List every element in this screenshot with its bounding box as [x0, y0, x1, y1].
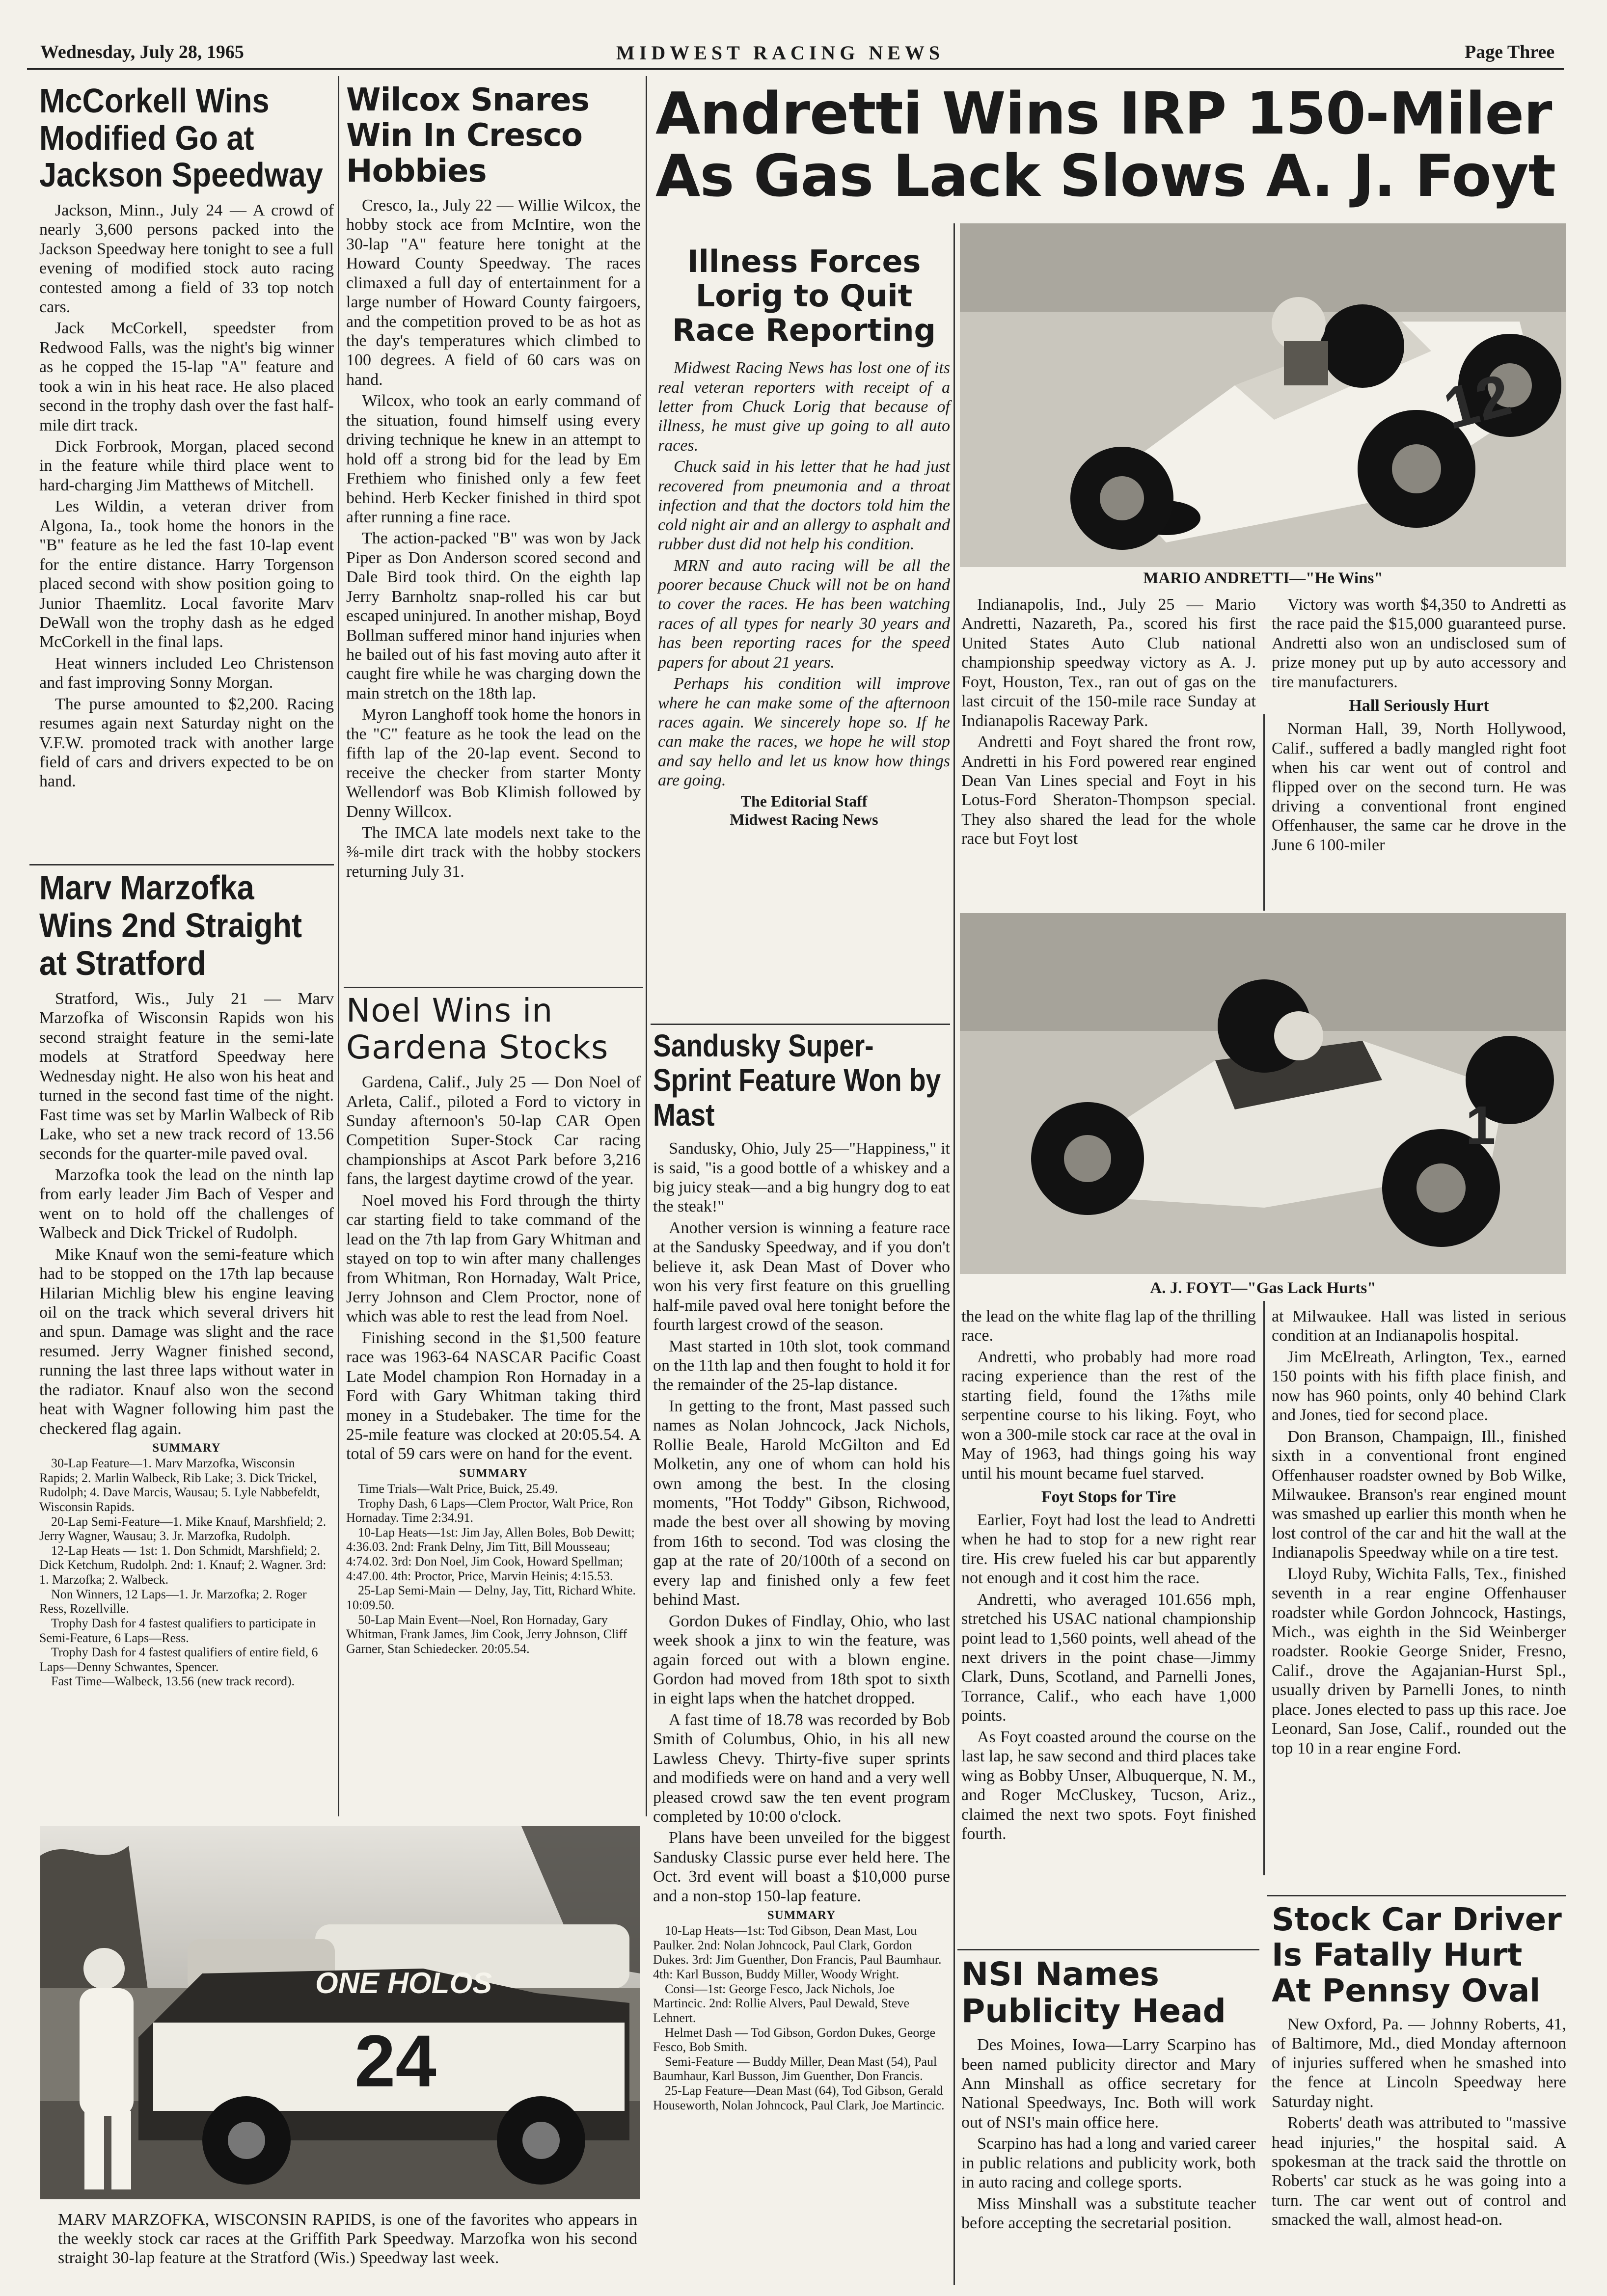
article-body: [658, 358, 950, 790]
summary-title: SUMMARY: [459, 1466, 528, 1480]
subhead-tire: Foyt Stops for Tire: [1041, 1487, 1176, 1506]
summary-item: 20-Lap Semi-Feature—1. Mike Knauf, Marshfield; 2. Jerry Wagner, Wausau; 3. Jr. Marzofka, Rudolph.: [39, 1514, 327, 1543]
car-number: 1: [1466, 1095, 1496, 1156]
paragraph: MRN and auto racing will be all the poorer because Chuck will not be on hand to cover the races. He has been watching races of all types for nearly 30 years and has been reporting races for the speed papers for about 21 years.: [658, 556, 950, 672]
photo-foyt-image: [960, 913, 1566, 1274]
section-rule: [957, 1949, 1259, 1950]
paragraph: Don Branson, Champaign, Ill., finished sixth in a conventional front engined Offenhauser roadster owned by Bob Wilke, Milwaukee. Branson's rear engined mount was smashed up earlier this month when he lost control of the car and hit the wall at the Indianapolis Speedway while on a tire test.: [1272, 1427, 1566, 1562]
column-rule: [646, 76, 647, 1816]
article-noel: [346, 993, 641, 1656]
car-number: 12: [1437, 361, 1518, 442]
car-lettering: ONE HOLOS: [315, 1967, 492, 1999]
paragraph: Myron Langhoff took home the honors in the "C" feature as he took the lead on the fifth lap of the 20-lap event. Second to receive the checker from starter Monty Wellendorf was Bob Klimish followed by Denny Willcox.: [346, 705, 641, 821]
paragraph: Noel moved his Ford through the thirty car starting field to take command of the lead on the 7th lap from Gary Whitman and stayed on top to win after many challenges from Whitman, Ron Hornaday, Walt Price, Jerry Johnson and Clem Proctor, none of which was able to rest the lead from Noel.: [346, 1191, 641, 1326]
summary-item: Helmet Dash — Tod Gibson, Gordon Dukes, George Fesco, Bob Smith.: [653, 2025, 936, 2054]
car-number: 24: [354, 2020, 436, 2102]
paragraph: Mast started in 10th slot, took command on the 11th lap and then fought to hold it for the remainder of the 25-lap distance.: [653, 1337, 950, 1394]
paragraph: Victory was worth $4,350 to Andretti as the race paid the $15,000 guaranteed purse. Andretti also won an undisclosed sum of prize money put up by auto accessory and tire manufacturers.: [1272, 595, 1566, 691]
article-body: [961, 1511, 1256, 1843]
column-rule: [1263, 1301, 1265, 1875]
headline-mccorkell: McCorkell Wins Modified Go at Jackson Speedway: [39, 81, 323, 194]
article-andretti-col2-cont: [1272, 1307, 1566, 1760]
page-header: [0, 0, 1607, 74]
paragraph: Miss Minshall was a substitute teacher before accepting the secretarial position.: [961, 2194, 1256, 2233]
article-body: [653, 1139, 950, 1906]
article-body: [1272, 719, 1566, 855]
article-sandusky: [653, 1028, 950, 2112]
summary-list: [653, 1923, 950, 2112]
article-body: [346, 1073, 641, 1464]
article-andretti-col1: [961, 595, 1256, 851]
paragraph: Earlier, Foyt had lost the lead to Andretti when he had to stop for a new right rear tire. His crew fueled his car but apparently not enough and it cost him the race.: [961, 1511, 1256, 1588]
headline-lorig: Illness Forces Lorig to Quit Race Reporting: [672, 243, 936, 349]
paragraph: As Foyt coasted around the course on the last lap, he saw second and third places take wing as Bobby Unser, Albuquerque, N. M., and Roger McCluskey, Tucson, Ariz., claimed the next two spots. Foyt finished fourth.: [961, 1728, 1256, 1843]
article-andretti-col2: [1272, 595, 1566, 857]
paragraph: The action-packed "B" was won by Jack Piper as Don Anderson scored second and Dale Bird took third. On the eighth lap Jerry Barnholtz snap-rolled his car but escaped uninjured. In another mishap, Boyd Bollman suffered minor hand injuries when he bailed out of his fast moving auto after it caught fire while he was charging down the main stretch on the 18th lap.: [346, 529, 641, 702]
paragraph: Sandusky, Ohio, July 25—"Happiness," it is said, "is a good bottle of a whiskey and a big juicy steak—and a big hungry dog to eat the steak!": [653, 1139, 950, 1216]
headline-marzofka: Marv Marzofka Wins 2nd Straight at Stratford: [39, 868, 302, 982]
paragraph: Indianapolis, Ind., July 25 — Mario Andretti, Nazareth, Pa., scored his first United States Auto Club national championship speedway victory as A. J. Foyt, Houston, Tex., ran out of gas on the last circuit of the 150-mile race Sunday at Indianapolis Raceway Park.: [961, 595, 1256, 730]
paragraph: Stratford, Wis., July 21 — Marv Marzofka of Wisconsin Rapids won his second straight feature in the semi-late models at Stratford Speedway here Wednesday night. He also won his heat and turned in the second fast time of the night. Fast time was set by Marlin Walbeck of Rib Lake, who set a new track record of 13.56 seconds for the quarter-mile paved oval.: [39, 990, 334, 1163]
paragraph: Heat winners included Leo Christenson and fast improving Sonny Morgan.: [39, 654, 334, 692]
headline-andretti: Andretti Wins IRP 150-Miler As Gas Lack Slows A. J. Foyt: [655, 80, 1556, 210]
paragraph: Midwest Racing News has lost one of its real veteran reporters with receipt of a letter from Chuck Lorig that because of illness, he must give up going to all auto races.: [658, 359, 950, 455]
paragraph: Mike Knauf won the semi-feature which had to be stopped on the 17th lap because Hilarian Michlig blew his engine leaving oil on the track which several drivers hit and spun. Damage was slight and the race resumed. Jerry Wagner finished second, running the last three laps without water in the radiator. Knauf also won the second heat with Wagner following him past the checkered flag again.: [39, 1245, 334, 1438]
headline-stockcar: Stock Car Driver Is Fatally Hurt At Pennsy Oval: [1272, 1902, 1562, 2009]
summary-item: 10-Lap Heats—1st: Tod Gibson, Dean Mast, Lou Paulker. 2nd: Nolan Johncock, Paul Clark, Gordon Dukes. 3rd: Jim Guenther, Don Francis, Paul Baumhaur. 4th: Karl Busson, Buddy Miller, Woody Wright.: [653, 1923, 942, 1982]
newspaper-name: MIDWEST RACING NEWS: [616, 42, 945, 64]
headline-wilcox: Wilcox Snares Win In Cresco Hobbies: [346, 82, 589, 189]
paragraph: A fast time of 18.78 was recorded by Bob Smith of Columbus, Ohio, in his all new Lawless Chevy. Thirty-five super sprints and modifieds were on hand and a very well pleased crowd saw the ten event program completed by 10:00 o'clock.: [653, 1710, 950, 1826]
paragraph: Marzofka took the lead on the ninth lap from early leader Jim Bach of Vesper and went on to hold off the challenges of Walbeck and Dick Trickel of Rudolph.: [39, 1165, 334, 1243]
article-body: [961, 595, 1256, 849]
section-rule: [651, 1024, 950, 1025]
summary-item: Non Winners, 12 Laps—1. Jr. Marzofka; 2. Roger Ress, Rozellville.: [39, 1587, 307, 1616]
article-marzofka: [39, 869, 334, 1689]
column-rule: [338, 76, 339, 1816]
paragraph: Des Moines, Iowa—Larry Scarpino has been named publicity director and Mary Ann Minshall as office secretary for National Speedways, Inc. Both will work out of NSI's main office here.: [961, 2036, 1256, 2132]
summary-item: Semi-Feature — Buddy Miller, Dean Mast (54), Paul Baumhaur, Karl Busson, Jim Guenther, Don Francis.: [653, 2054, 937, 2083]
paragraph: Perhaps his condition will improve where he can make some of the afternoon races again. We sincerely hope so. If he can make the races, we hope he will stop and say hello and let us know how things are going.: [658, 675, 950, 790]
article-nsi: [961, 1956, 1256, 2235]
paragraph: Roberts' death was attributed to "massive head injuries," the hospital said. A spokesman at the track said the throttle on Roberts' car stuck as he was going into a turn. The car went out of control and smacked the wall, almost head-on.: [1272, 2114, 1566, 2229]
paragraph: Andretti and Foyt shared the front row, Andretti in his Ford powered rear engined Dean Van Lines special and Foyt in his Lotus-Ford Sheraton-Thompson special. They also shared the lead for the whole race but Foyt lost: [961, 733, 1256, 848]
summary-item: 12-Lap Heats — 1st: 1. Don Schmidt, Marshfield; 2. Dick Ketchum, Rudolph. 2nd: 1. Knauf; 2. Wagner. 3rd: 1. Marzofka; 2. Walbeck.: [39, 1543, 327, 1587]
photo-andretti-image: [960, 223, 1566, 567]
signature-staff: The Editorial Staff: [740, 792, 868, 810]
summary-item: Trophy Dash for 4 fastest qualifiers to participate in Semi-Feature, 6 Laps—Ress.: [39, 1616, 316, 1645]
summary-item: 50-Lap Main Event—Noel, Ron Hornaday, Gary Whitman, Frank James, Jim Cook, Jerry Johnson, Cliff Garner, Stan Schiedecker. 20:05.54.: [346, 1612, 627, 1656]
page-number: Page Three: [1465, 42, 1555, 62]
photo-andretti: [960, 223, 1566, 567]
summary-item: Trophy Dash for 4 fastest qualifiers of entire field, 6 Laps—Denny Schwantes, Spencer.: [39, 1645, 318, 1674]
section-rule: [344, 987, 643, 988]
paragraph: Finishing second in the $1,500 feature race was 1963-64 NASCAR Pacific Coast Late Model champion Ron Hornaday in a Ford with Gary Whitman taking third money in a Studebaker. The time for the 25-mile feature was clocked at 20:05.54. A total of 59 cars were on hand for the event.: [346, 1328, 641, 1463]
headline-sandusky: Sandusky Super-Sprint Feature Won by Mast: [653, 1028, 941, 1133]
paragraph: Jack McCorkell, speedster from Redwood Falls, was the night's big winner as he copped the 15-lap "A" feature and took a win in his heat race. He also placed second in the trophy dash over the fast half-mile dirt track.: [39, 319, 334, 434]
paragraph: Plans have been unveiled for the biggest Sandusky Classic purse ever held here. The Oct. 3rd event will boast a $10,000 purse and a non-stop 150-lap feature.: [653, 1829, 950, 1905]
paragraph: Jackson, Minn., July 24 — A crowd of nearly 3,600 persons packed into the Jackson Speedway here tonight to see a full evening of modified stock auto racing contested among a field of 33 top notch cars.: [39, 201, 334, 316]
headline-nsi: NSI Names Publicity Head: [961, 1955, 1226, 2030]
photo-caption-foyt: A. J. FOYT—"Gas Lack Hurts": [1150, 1279, 1376, 1297]
headline-noel: Noel Wins in Gardena Stocks: [346, 992, 609, 1066]
photo-caption-marzofka: MARV MARZOFKA, WISCONSIN RAPIDS, is one of the favorites who appears in the weekly stock car races at the Griffith Park Speedway. Marzofka won his second straight 30-lap feature at the Stratford (Wis.) Speedway last week.: [58, 2211, 637, 2268]
paragraph: Lloyd Ruby, Wichita Falls, Tex., finished seventh in a rear engine Offenhauser roadster while Gordon Johncock, Hastings, Mich., was eighth in the Sid Weinberger roadster. Rookie George Snider, Fresno, Calif., drove the Agajanian-Hurst Spl., usually driven by Parnelli Jones, to ninth place. Jones elected to pass up this race. Joe Leonard, San Jose, Calif., rounded out the top 10 in a rear engine Ford.: [1272, 1565, 1566, 1757]
paragraph: The purse amounted to $2,200. Racing resumes again next Saturday night on the V.F.W. promoted track with another large field of cars and drivers expected to be on hand.: [39, 695, 334, 791]
paragraph: Norman Hall, 39, North Hollywood, Calif., suffered a badly mangled right foot when his car went out of control and flipped over on the second turn. He was driving a conventional front engined Offenhauser, the same car he drove in the June 6 100-miler: [1272, 720, 1566, 854]
summary-item: 25-Lap Semi-Main — Delny, Jay, Titt, Richard White. 10:09.50.: [346, 1583, 636, 1612]
paragraph: Jim McElreath, Arlington, Tex., earned 150 points with his fifth place finish, and now has 960 points, only 40 behind Clark and Jones, tied for second place.: [1272, 1348, 1566, 1425]
summary-list: [39, 1456, 334, 1689]
column-rule: [1263, 714, 1265, 911]
paragraph: the lead on the white flag lap of the thrilling race.: [961, 1307, 1256, 1345]
article-wilcox: [346, 82, 641, 883]
photo-marzofka: [40, 1826, 640, 2199]
paragraph: at Milwaukee. Hall was listed in serious condition at an Indianapolis hospital.: [1272, 1307, 1566, 1345]
summary-item: 30-Lap Feature—1. Marv Marzofka, Wisconsin Rapids; 2. Marlin Walbeck, Rib Lake; 3. Dick Trickel, Rudolph; 4. Dave Marcis, Wausau; 5. Lyle Nabbefeldt, Wisconsin Rapids.: [39, 1456, 320, 1514]
photo-foyt: [960, 913, 1566, 1274]
summary-title: SUMMARY: [767, 1909, 836, 1922]
summary-item: 10-Lap Heats—1st: Jim Jay, Allen Boles, Bob Dewitt; 4:36.03. 2nd: Frank Delny, Jim Titt, Bill Mousseau; 4:74.02. 3rd: Don Noel, Jim Cook, Howard Spellman; 4:47.00. 4th: Proctor, Price, Marvin Heinis; 4:15.53.: [346, 1525, 635, 1583]
article-body: [1272, 2015, 1566, 2230]
article-body: [961, 1307, 1256, 1483]
article-mccorkell: [39, 82, 334, 793]
paragraph: Cresco, Ia., July 22 — Willie Wilcox, the hobby stock ace from McIntire, won the 30-lap "A" feature here tonight at the Howard County Speedway. The races climaxed a full day of entertainment for a large number of Howard County fairgoers, and the competition proved to be as hot as the day's temperatures which climbed to 100 degrees. A field of 60 cars was on hand.: [346, 196, 641, 389]
article-body: [961, 2035, 1256, 2233]
article-andretti-col1-cont: [961, 1307, 1256, 1845]
section-rule: [29, 864, 334, 865]
paragraph: Scarpino has had a long and varied career in public relations and publicity work, both in auto racing and college sports.: [961, 2134, 1256, 2192]
photo-caption-andretti: MARIO ANDRETTI—"He Wins": [1143, 569, 1383, 587]
article-body: [39, 201, 334, 791]
paragraph: Les Wildin, a veteran driver from Algona, Ia., took home the honors in the "B" feature as he led the fast 10-lap event for the entire distance. Harry Torgenson placed second with show position going to Junior Thaemlitz. Local favorite Marv DeWall won the trophy dash as he edged McCorkell in the final laps.: [39, 497, 334, 651]
article-body: [1272, 1307, 1566, 1758]
paragraph: Dick Forbrook, Morgan, placed second in the feature while third place went to hard-charging Jim Matthews of Mitchell.: [39, 437, 334, 494]
paragraph: Andretti, who averaged 101.656 mph, stretched his USAC national championship point lead to 1,560 points, well ahead of the next drivers in the point chase—Jimmy Clark, Duns, Scotland, and Parnelli Jones, Torrance, Calif., who each have 1,000 points.: [961, 1590, 1256, 1725]
article-body: [1272, 595, 1566, 692]
paragraph: Wilcox, who took an early command of the situation, found himself using every driving technique he knew in an attempt to hold off a strong bid for the lead by Em Frethiem who finished only a few feet behind. Herb Kecker finished in third spot after running a fine race.: [346, 392, 641, 526]
summary-title: SUMMARY: [152, 1441, 221, 1455]
summary-item: Time Trials—Walt Price, Buick, 25.49.: [358, 1481, 558, 1496]
paragraph: The IMCA late models next take to the ⅜-mile dirt track with the hobby stockers returning July 31.: [346, 823, 641, 881]
summary-item: Trophy Dash, 6 Laps—Clem Proctor, Walt Price, Ron Hornaday. Time 2:34.91.: [346, 1496, 633, 1525]
article-andretti-headline: [655, 82, 1579, 208]
paragraph: Another version is winning a feature race at the Sandusky Speedway, and if you don't believe it, ask Dean Mast of Dover who won his very first feature on this gruelling half-mile paved oval here tonight before the fourth largest crowd of the season.: [653, 1218, 950, 1334]
issue-date: Wednesday, July 28, 1965: [40, 42, 244, 62]
paragraph: Chuck said in his letter that he had just recovered from pneumonia and a throat infection and that the doctors told him the cold night air and an allergy to asphalt and rubber dust did not help his condition.: [658, 458, 950, 554]
paragraph: New Oxford, Pa. — Johnny Roberts, 41, of Baltimore, Md., died Monday afternoon of injuries suffered when he smashed into the fence at Lincoln Speedway here Saturday night.: [1272, 2015, 1566, 2111]
section-rule: [1267, 1895, 1566, 1896]
paragraph: Gordon Dukes of Findlay, Ohio, who last week shook a jinx to win the feature, was again forced out with a blown engine. Gordon had moved from 18th spot to sixth in eight laps when the hatchet dropped.: [653, 1612, 950, 1708]
signature-paper: Midwest Racing News: [730, 810, 878, 828]
paragraph: Gardena, Calif., July 25 — Don Noel of Arleta, Calif., piloted a Ford to victory in Sunday afternoon's 50-lap CAR Open Competition Super-Stock Car racing championships at Ascot Park before 3,216 fans, the largest daytime crowd of the year.: [346, 1073, 641, 1189]
summary-item: 25-Lap Feature—Dean Mast (64), Tod Gibson, Gerald Houseworth, Nolan Johncock, Paul Clark, Joe Martincic.: [653, 2083, 945, 2112]
article-body: [346, 196, 641, 881]
summary-item: Consi—1st: George Fesco, Jack Nichols, Joe Martincic. 2nd: Rollie Alvers, Paul Dewald, Steve Lehnert.: [653, 1981, 910, 2025]
subhead-hall: Hall Seriously Hurt: [1349, 697, 1489, 715]
article-lorig: [658, 231, 950, 829]
column-rule: [953, 223, 955, 2285]
paragraph: In getting to the front, Mast passed such names as Nolan Johncock, Jack Nichols, Rollie Beale, Harold McGilton and Ed Molketin, any one of whom can hold his own among the best. In the closing moments, "Hot Toddy" Gibson, Richwood, made the best over all showing by moving from 16th to second. Tod was closing the gap at the rate of 20/100th of a second on every lap and finished only a few feet behind Mast.: [653, 1397, 950, 1609]
article-stockcar: [1272, 1902, 1566, 2232]
paragraph: Andretti, who probably had more road racing experience than the rest of the starting field, found the 1⅞ths mile serpentine course to his liking. Foyt, who won a 300-mile stock car race at the oval in May of 1963, had things going his way until his mount became fuel starved.: [961, 1348, 1256, 1483]
summary-list: [346, 1482, 641, 1656]
header-rule: [27, 68, 1564, 70]
article-body: [39, 989, 334, 1438]
summary-item: Fast Time—Walbeck, 13.56 (new track record).: [51, 1674, 295, 1689]
photo-marzofka-image: [40, 1826, 640, 2199]
